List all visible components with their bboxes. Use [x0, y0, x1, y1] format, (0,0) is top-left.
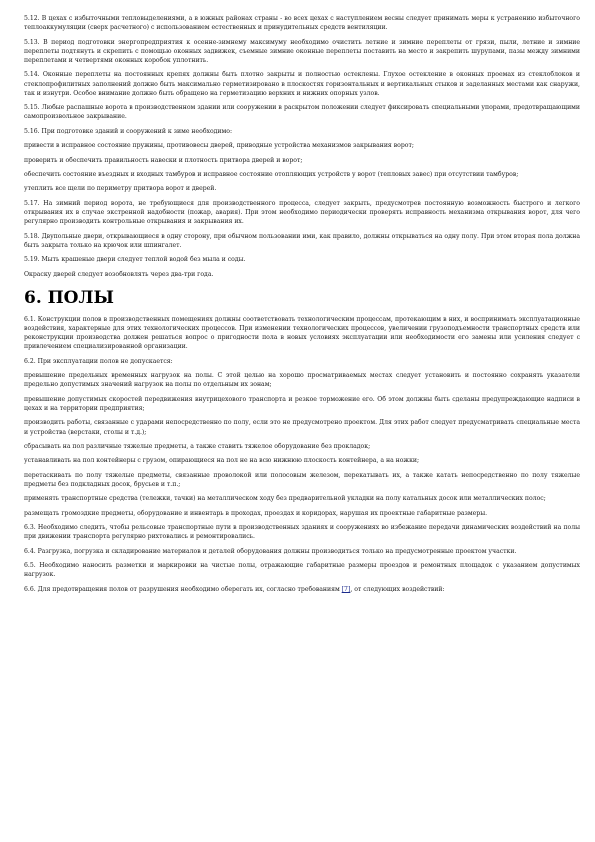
paragraph: применять транспортные средства (тележки, тачки) на металлическом ходу без предварительной укладки на полу катальных досок или металлических полос; [24, 495, 546, 503]
section-6-paragraphs [24, 315, 580, 580]
paragraph: 6.3. Необходимо следить, чтобы рельсовые транспортные пути в производственных зданиях и сооружениях во избежание передачи динамических воздействий на полы при движении транспорта регулярно рихтовались и ремонтировались. [24, 524, 580, 541]
paragraph: проверить и обеспечить правильность навески и плотность притвора дверей и ворот; [24, 156, 303, 164]
document-page [24, 14, 580, 599]
paragraph: производить работы, связанные с ударами непосредственно по полу, если это не предусмотрено проектом. Для этих работ следует предусматривать специальные места и устройства (верстаки, столы и т.д.); [24, 419, 580, 436]
section-5-paragraphs [24, 14, 580, 279]
paragraph-text: , от следующих воздействий: [350, 585, 445, 593]
paragraph: размещать громоздкие предметы, оборудование и инвентарь в проходах, проездах и коридорах, нарушая их проектные габаритные размеры. [24, 509, 488, 517]
paragraph: 6.2. При эксплуатации полов не допускается: [24, 357, 173, 365]
paragraph: перетаскивать по полу тяжелые предметы, связанные проволокой или полосовым железом, перекатывать их, а также катать непосредственно по полу тяжелые предметы без подкладных досок, брусьев и т.п.; [24, 471, 580, 488]
paragraph-text: 6.6. Для предотвращения полов от разрушения необходимо оберегать их, согласно требованиям [24, 585, 342, 593]
paragraph: 6.4. Разгрузка, погрузка и складирование материалов и деталей оборудования должны производиться только на предусмотренные проектом участки. [24, 547, 517, 555]
reference-link[interactable]: [7] [341, 585, 351, 593]
paragraph: 5.18. Двупольные двери, открывающиеся в одну сторону, при обычном пользовании ими, как правило, должны открываться на одну полу. При этом вторая пола должна быть закрыта только на крючок или шпингалет. [24, 232, 580, 249]
paragraph: 6.5. Необходимо наносить разметки и маркировки на чистые полы, отражающие габаритные размеры проездов и ремонтных площадок с указанием допустимых нагрузок. [24, 562, 580, 579]
paragraph: 5.17. На зимний период ворота, не требующиеся для производственного процесса, следует закрыть, предусмотрев постоянную возможность быстрого и легкого открывания их в случае экстренной надобности (пожар, авария). При этом необходимо периодически проверять исправность механизма открывания ворот, для чего регулярно производить контрольные открывания и закрывания их. [24, 199, 580, 226]
paragraph: Окраску дверей следует возобновлять через два-три года. [24, 270, 214, 278]
paragraph: 5.14. Оконные переплеты на постоянных крепях должны быть плотно закрыты и полностью остеклены. Глухое остекление в оконных проемах из стеклоблоков и стеклопрофилитных заполнений должно быть максимально герметизировано в плоскостях горизонтальных и вертикальных стыков и заделанных местами как снаружи, так и изнутри. Особое внимание должно быть обращено на герметизацию верхних и нижних опорных узлов. [24, 71, 580, 97]
paragraph: сбрасывать на пол различные тяжелые предметы, а также ставить тяжелое оборудование без прокладок; [24, 442, 371, 450]
paragraph: устанавливать на пол контейнеры с грузом, опирающиеся на пол не на всю нижнюю плоскость контейнера, а на ножки; [24, 457, 420, 465]
paragraph-6-6 [24, 585, 580, 594]
paragraph: превышение допустимых скоростей передвижения внутрицехового транспорта и резкое торможение его. Об этом должны быть сделаны предупреждающие надписи в цехах и на территории предприятия; [24, 395, 580, 412]
paragraph: привести в исправное состояние пружины, противовесы дверей, приводные устройства механизмов закрывания ворот; [24, 142, 414, 150]
paragraph: обеспечить состояние въездных и входных тамбуров и исправное состояние отопляющих устройств у ворот (тепловых завес) при отсутствии тамбуров; [24, 170, 519, 178]
paragraph: 5.12. В цехах с избыточными тепловыделениями, а в южных районах страны - во всех цехах с наступлением весны следует принимать меры к устранению избыточного теплоаккумуляции (сверх расчетного) с использованием естественных и принудительных средств вентиляции. [24, 15, 580, 32]
section-heading: 6. ПОЛЫ [24, 287, 114, 308]
paragraph: 5.16. При подготовке зданий и сооружений к зиме необходимо: [24, 127, 233, 135]
paragraph: 5.19. Мыть крашеные двери следует теплой водой без мыла и соды. [24, 256, 246, 264]
paragraph: 5.13. В период подготовки энергопредприятия к осенне-зимнему максимуму необходимо очистить летние и зимние переплеты от грязи, пыли, летние и зимние переплеты подтянуть и скрепить с помощью оконных задвижек, съемные зимние оконные переплеты поставить на место и закрепить шурупами, пазы между зимними переплетами и четвертями оконных коробок уплотнить. [24, 38, 580, 64]
paragraph: утеплить все щели по периметру притвора ворот и дверей. [24, 185, 217, 193]
paragraph: 5.15. Любые распашные ворота в производственном здании или сооружении в раскрытом положении следует фиксировать специальными упорами, предотвращающими самопроизвольное закрывание. [24, 104, 580, 121]
paragraph: 6.1. Конструкции полов в производственных помещениях должны соответствовать технологическим процессам, протекающим в них, и воспринимать эксплуатационные воздействия, характерные для этих технологических процессов. При изменении технологических процессов, увеличении грузоподъемности транспортных средств или реконструкции производства должен решаться вопрос о пригодности пола в новых условиях эксплуатации или необходимости его замены или усиления следует с привлечением специализированной организации. [24, 315, 580, 351]
paragraph: превышение предельных временных нагрузок на полы. С этой целью на хорошо просматриваемых местах следует установить и постоянно сохранять указатели предельно допустимых значений нагрузок на полы по отдельным их зонам; [24, 372, 580, 389]
